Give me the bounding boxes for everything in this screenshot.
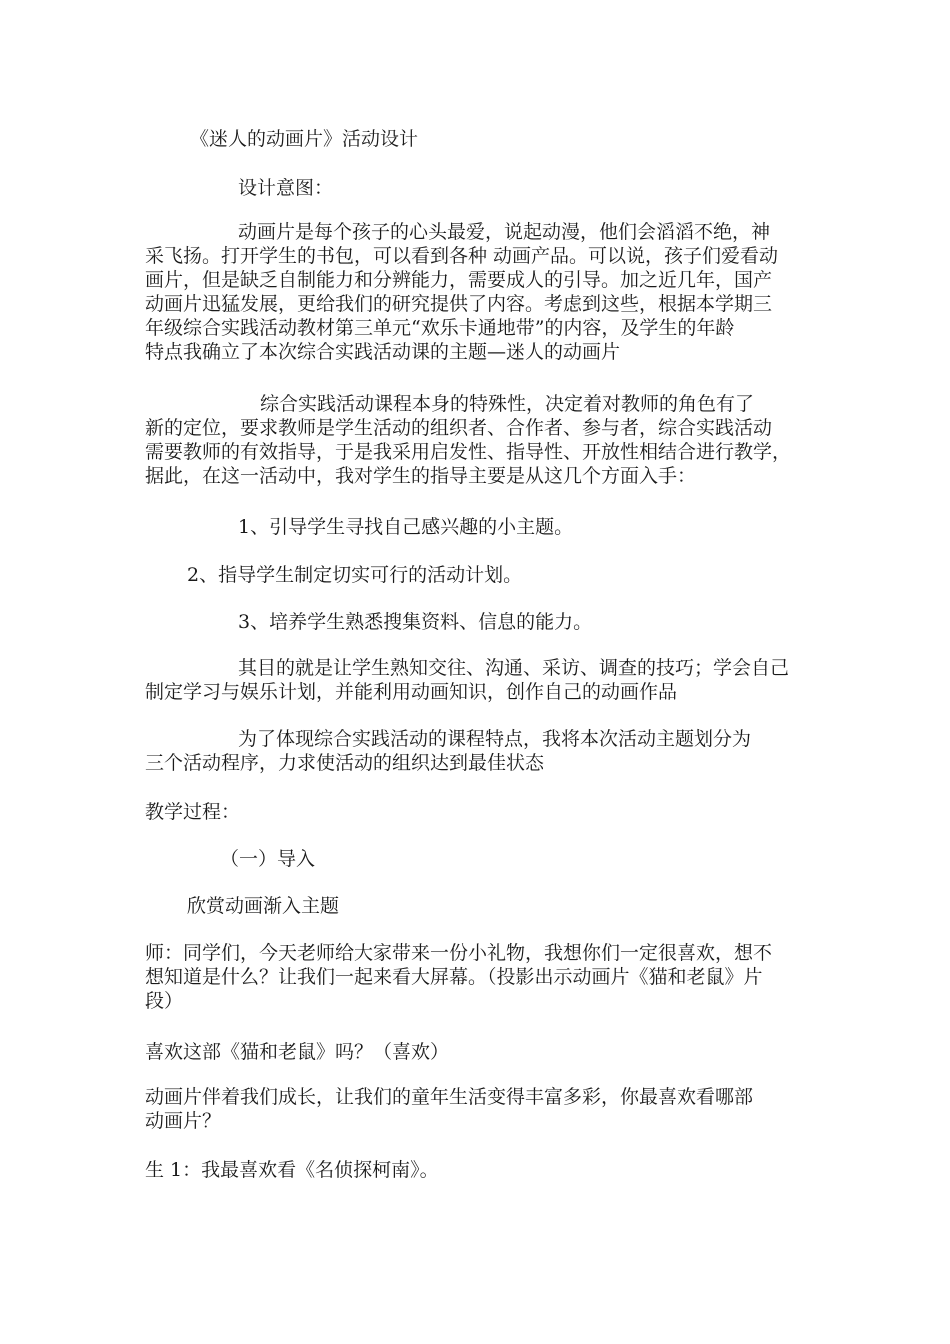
role-line: 综合实践活动课程本身的特殊性，决定着对教师的角色有了 bbox=[260, 393, 755, 415]
design-intent-heading: 设计意图： bbox=[238, 177, 334, 199]
intro-line: 动画片是每个孩子的心头最爱，说起动漫，他们会滔滔不绝，神 bbox=[238, 221, 771, 243]
section-1-heading: （一）导入 bbox=[220, 848, 316, 870]
question-1: 喜欢这部《猫和老鼠》吗？（喜欢） bbox=[145, 1041, 450, 1063]
program-paragraph bbox=[145, 727, 815, 775]
purpose-line: 制定学习与娱乐计划，并能利用动画知识，创作自己的动画作品 bbox=[145, 681, 678, 703]
point-1: 1、引导学生寻找自己感兴趣的小主题。 bbox=[238, 516, 574, 538]
question-2-line: 动画片伴着我们成长，让我们的童年生活变得丰富多彩，你最喜欢看哪部 bbox=[145, 1086, 754, 1108]
intro-line: 画片，但是缺乏自制能力和分辨能力，需要成人的引导。加之近几年，国产 bbox=[145, 269, 773, 291]
intro-line: 采飞扬。打开学生的书包，可以看到各种 动画产品。可以说，孩子们爱看动 bbox=[145, 245, 779, 267]
intro-line: 特点我确立了本次综合实践活动课的主题—迷人的动画片 bbox=[145, 341, 621, 363]
point-3: 3、培养学生熟悉搜集资料、信息的能力。 bbox=[238, 611, 593, 633]
teacher-line: 段） bbox=[145, 990, 184, 1012]
student-1-answer: 生 1：我最喜欢看《名侦探柯南》。 bbox=[145, 1159, 439, 1181]
question-2-paragraph bbox=[145, 1085, 815, 1133]
program-line: 三个活动程序，力求使活动的组织达到最佳状态 bbox=[145, 752, 545, 774]
teacher-line: 想知道是什么？让我们一起来看大屏幕。（投影出示动画片《猫和老鼠》片 bbox=[145, 966, 763, 988]
role-line: 需要教师的有效指导，于是我采用启发性、指导性、开放性相结合进行教学， bbox=[145, 441, 792, 463]
program-line: 为了体现综合实践活动的课程特点，我将本次活动主题划分为 bbox=[238, 728, 752, 750]
role-line: 据此，在这一活动中，我对学生的指导主要是从这几个方面入手： bbox=[145, 465, 697, 487]
role-line: 新的定位，要求教师是学生活动的组织者、合作者、参与者，综合实践活动 bbox=[145, 417, 773, 439]
document-title: 《迷人的动画片》活动设计 bbox=[190, 128, 419, 150]
teacher-paragraph bbox=[145, 941, 815, 1013]
teacher-line: 师：同学们，今天老师给大家带来一份小礼物，我想你们一定很喜欢，想不 bbox=[145, 942, 773, 964]
purpose-paragraph bbox=[145, 656, 815, 704]
purpose-line: 其目的就是让学生熟知交往、沟通、采访、调查的技巧；学会自己 bbox=[238, 657, 790, 679]
section-1-subheading: 欣赏动画渐入主题 bbox=[187, 895, 340, 917]
role-paragraph bbox=[145, 392, 815, 488]
intro-line: 年级综合实践活动教材第三单元“欢乐卡通地带”的内容，及学生的年龄 bbox=[145, 317, 735, 339]
point-2: 2、指导学生制定切实可行的活动计划。 bbox=[187, 564, 523, 586]
intro-line: 动画片迅猛发展，更给我们的研究提供了内容。考虑到这些，根据本学期三 bbox=[145, 293, 773, 315]
question-2-line: 动画片？ bbox=[145, 1110, 222, 1132]
intro-paragraph bbox=[145, 220, 815, 364]
process-heading: 教学过程： bbox=[145, 801, 241, 823]
